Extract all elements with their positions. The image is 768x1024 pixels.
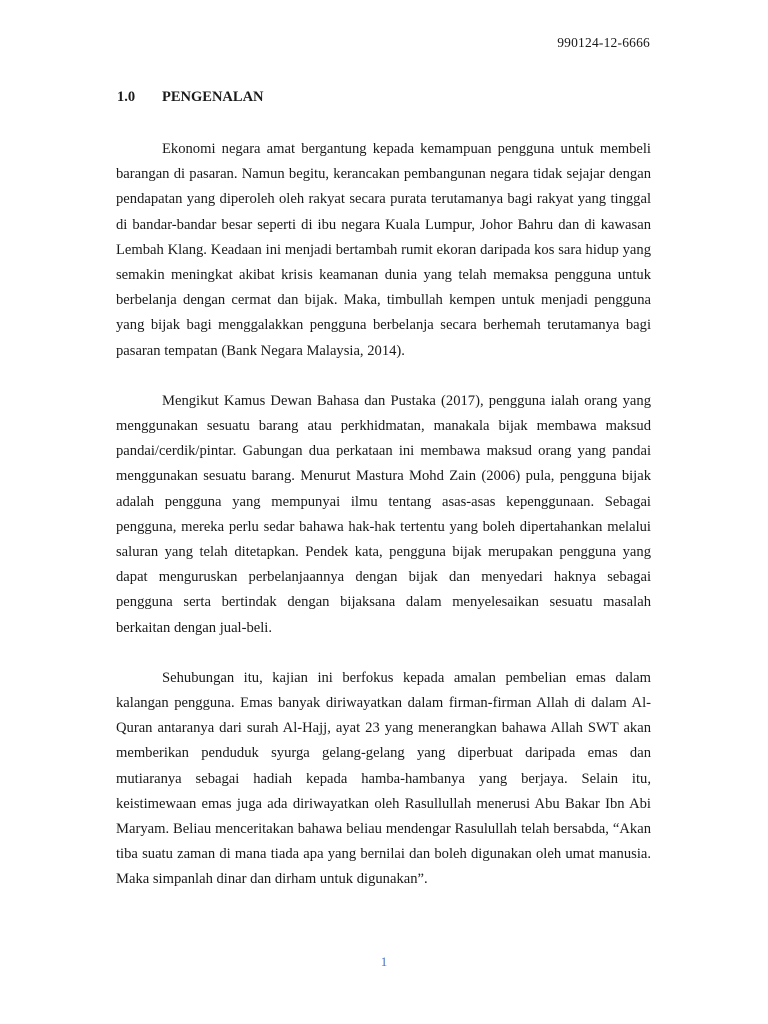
paragraph-3: Sehubungan itu, kajian ini berfokus kepada amalan pembelian emas dalam kalangan pengguna. Emas banyak diriwayatkan dalam firman-firman Allah di dalam Al-Quran antaranya dari surah Al-Hajj, ayat 23 yang menerangkan bahawa Allah SWT akan memberikan penduduk syurga gelang-gelang yang diperbuat daripada emas dan mutiaranya sebagai hadiah kepada hamba-hambanya yang berjaya. Selain itu, keistimewaan emas juga ada diriwayatkan oleh Rasullullah menerusi Abu Bakar Ibn Abi Maryam. Beliau menceritakan bahawa beliau mendengar Rasulullah telah bersabda, “Akan tiba suatu zaman di mana tiada apa yang bernilai dan boleh digunakan oleh umat manusia. Maka simpanlah dinar dan dirham untuk digunakan”.	[116, 669, 651, 888]
body-text	[116, 137, 651, 918]
paragraph-1: Ekonomi negara amat bergantung kepada kemampuan pengguna untuk membeli barangan di pasaran. Namun begitu, kerancakan pembangunan negara tidak sejajar dengan pendapatan yang diperoleh oleh rakyat secara purata terutamanya bagi rakyat yang tinggal di bandar-bandar besar seperti di ibu negara Kuala Lumpur, Johor Bahru dan di kawasan Lembah Klang. Keadaan ini menjadi bertambah rumit ekoran daripada kos sara hidup yang semakin meningkat akibat krisis keamanan dunia yang telah memaksa pengguna untuk berbelanja dengan cermat dan bijak. Maka, timbullah kempen untuk menjadi pengguna yang bijak bagi menggalakkan pengguna berbelanja secara berhemah terutamanya bagi pasaran tempatan (Bank Negara Malaysia, 2014).	[116, 141, 651, 359]
section-heading	[117, 89, 264, 106]
page-number: 1	[380, 954, 388, 969]
document-id: 990124-12-6666	[557, 35, 650, 50]
section-title: PENGENALAN	[162, 89, 264, 105]
section-number: 1.0	[117, 89, 136, 105]
paragraph-2: Mengikut Kamus Dewan Bahasa dan Pustaka (2017), pengguna ialah orang yang menggunakan sesuatu barang atau perkhidmatan, manakala bijak membawa maksud pandai/cerdik/pintar. Gabungan dua perkataan ini membawa maksud orang yang pandai menggunakan sesuatu barang. Menurut Mastura Mohd Zain (2006) pula, pengguna bijak adalah pengguna yang mempunyai ilmu tentang asas-asas kepenggunaan. Sebagai pengguna, mereka perlu sedar bahawa hak-hak tertentu yang boleh dipertahankan melalui saluran yang telah ditetapkan. Pendek kata, pengguna bijak merupakan pengguna yang dapat menguruskan perbelanjaannya dengan bijak dan menyedari haknya sebagai pengguna serta bertindak dengan bijaksana dalam menyelesaikan sesuatu masalah berkaitan dengan jual-beli.	[116, 392, 651, 636]
